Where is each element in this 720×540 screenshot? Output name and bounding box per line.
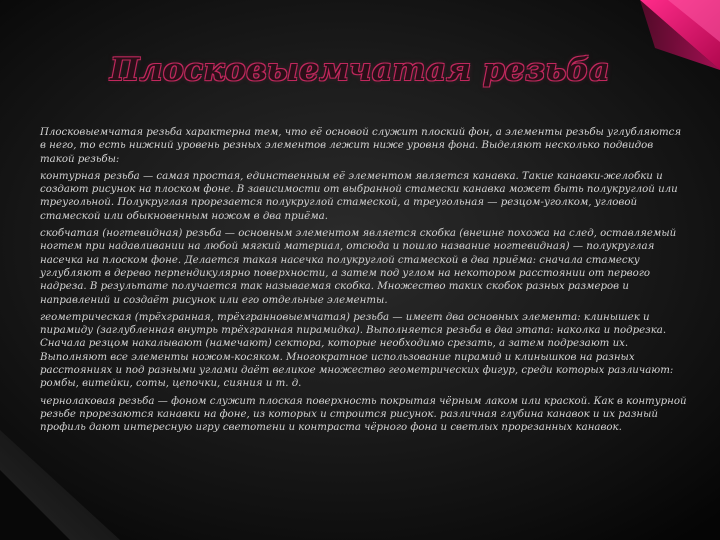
- contour-carving-paragraph: контурная резьба — самая простая, единственным её элементом является канавка. Такие канавки-желобки и создают рисунок на плоском фоне. В зависимости от выбранной стамески канавка может быть полукруглой или треугольной. Полукруглая прорезается полукруглой стамеской, а треугольная — резцом-уголком, угловой стамеской или обыкновенным ножом в два приёма.: [40, 170, 678, 222]
- bracket-carving-paragraph: скобчатая (ногтевидная) резьба — основным элементом является скобка (внешне похожа на след, оставляемый ногтем при надавливании на любой мягкий материал, отсюда и пошло название ногтевидная) — полукруглая насечка на плоском фоне. Делается такая насечка полукруглой стамеской в два приёма: сначала стамеску углубляют в дерево перпендикулярно поверхности, а затем под углом на некотором расстоянии от первого надреза. В результате получается так называемая скобка. Множество таких скобок разных размеров и направлений и создаёт рисунок или его отдельные элементы.: [40, 228, 677, 306]
- black-lacquer-carving-paragraph: чернолаковая резьба — фоном служит плоская поверхность покрытая чёрным лаком или краской. Как в контурной резьбе прорезаются канавки на фоне, из которых и строится рисунок. различная глубина канавок и их разный профиль дают интересную игру светотени и контраста чёрного фона и светлых прорезанных канавок.: [40, 395, 687, 434]
- slide-body-text: [40, 126, 688, 439]
- slide-title: Плосковыемчатая резьба: [110, 52, 610, 88]
- geometric-carving-paragraph: геометрическая (трёхгранная, трёхгранновыемчатая) резьба — имеет два основных элемента: клинышек и пирамиду (заглубленная внутрь трёхгранная пирамидка). Выполняется резьба в два этапа: наколка и подрезка. Сначала резцом накалывают (намечают) сектора, которые необходимо срезать, а затем подрезают их. Выполняют все элементы ножом-косяком. Многократное использование пирамид и клинышков на разных расстояниях и под разными углами даёт великое множество геометрических фигур, среди которых различают: ромбы, витейки, соты, цепочки, сияния и т. д.: [40, 311, 674, 390]
- intro-paragraph: Плосковыемчатая резьба характерна тем, что её основой служит плоский фон, а элементы резьбы углубляются в него, то есть нижний уровень резных элементов лежит ниже уровня фона. Выделяют несколько подвидов такой резьбы:: [40, 127, 682, 165]
